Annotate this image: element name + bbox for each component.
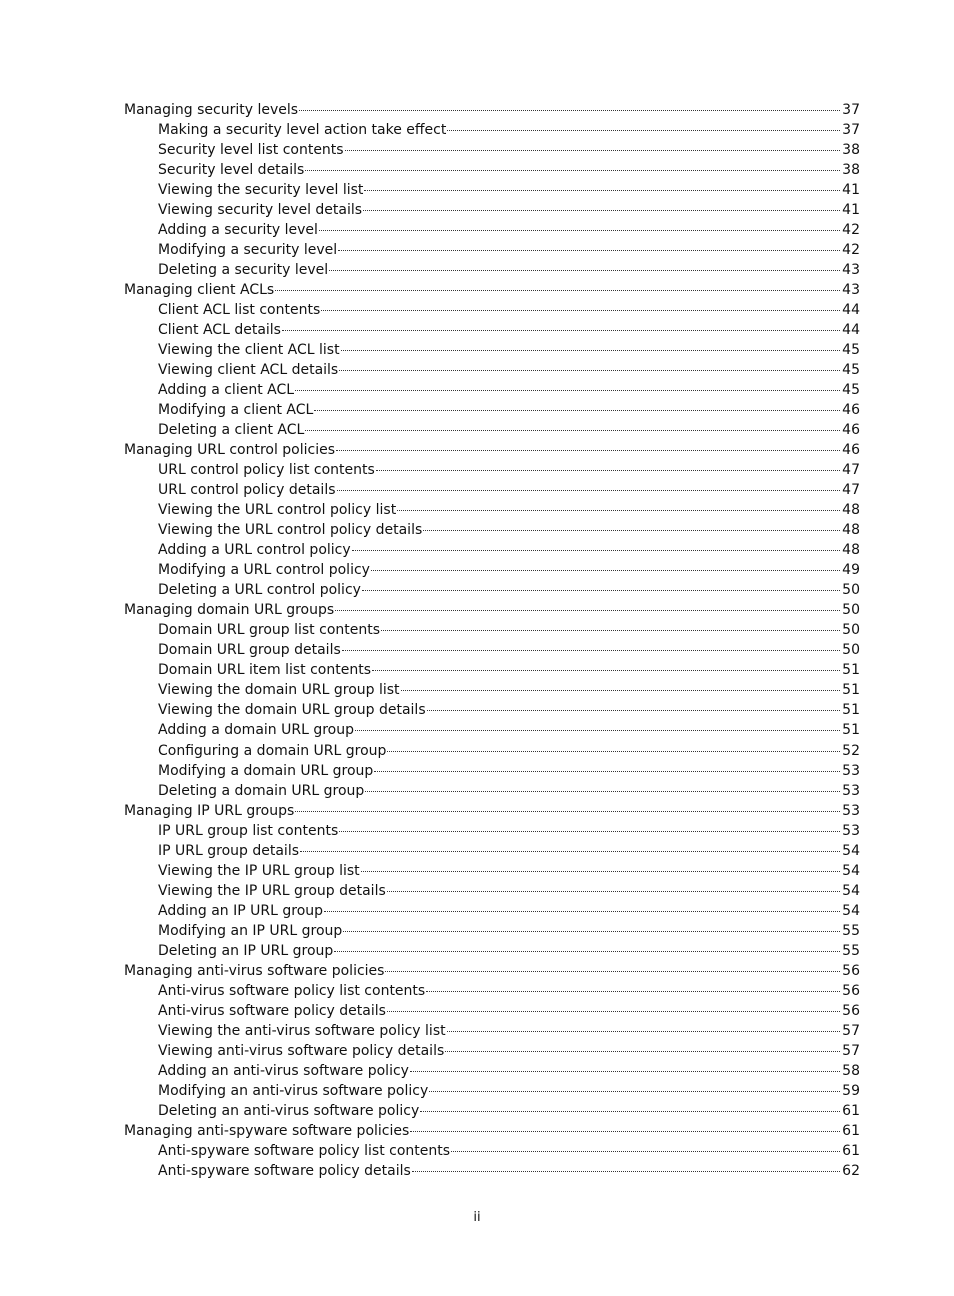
dot-leader xyxy=(426,990,840,992)
toc-entry-page-number: 45 xyxy=(842,382,860,399)
dot-leader xyxy=(401,689,841,691)
toc-subsection-entry[interactable] xyxy=(124,1081,860,1101)
toc-entry-page-number: 50 xyxy=(842,622,860,639)
toc-entry-page-number: 49 xyxy=(842,562,860,579)
toc-subsection-entry[interactable] xyxy=(124,700,860,720)
dot-leader xyxy=(376,469,840,471)
toc-subsection-entry[interactable] xyxy=(124,761,860,781)
toc-entry-page-number: 54 xyxy=(842,842,860,859)
dot-leader xyxy=(372,669,840,671)
dot-leader xyxy=(329,269,840,271)
toc-section-entry[interactable] xyxy=(124,961,860,981)
toc-entry-page-number: 56 xyxy=(842,962,860,979)
toc-subsection-entry[interactable] xyxy=(124,861,860,881)
toc-entry-page-number: 42 xyxy=(842,222,860,239)
toc-entry-page-number: 50 xyxy=(842,642,860,659)
dot-leader xyxy=(371,569,840,571)
toc-subsection-entry[interactable] xyxy=(124,821,860,841)
dot-leader xyxy=(365,790,840,792)
toc-entry-title: Viewing security level details xyxy=(158,202,363,219)
toc-subsection-entry[interactable] xyxy=(124,200,860,220)
dot-leader xyxy=(410,1130,840,1132)
toc-entry-page-number: 45 xyxy=(842,342,860,359)
toc-entry-page-number: 59 xyxy=(842,1082,860,1099)
toc-entry-page-number: 54 xyxy=(842,862,860,879)
toc-subsection-entry[interactable] xyxy=(124,881,860,901)
toc-entry-page-number: 44 xyxy=(842,302,860,319)
toc-subsection-entry[interactable] xyxy=(124,140,860,160)
toc-subsection-entry[interactable] xyxy=(124,160,860,180)
toc-entry-title: Managing domain URL groups xyxy=(124,602,335,619)
toc-entry-page-number: 57 xyxy=(842,1022,860,1039)
dot-leader xyxy=(445,1050,840,1052)
toc-subsection-entry[interactable] xyxy=(124,480,860,500)
dot-leader xyxy=(321,309,840,311)
dot-leader xyxy=(338,249,840,251)
toc-subsection-entry[interactable] xyxy=(124,180,860,200)
dot-leader xyxy=(337,489,841,491)
toc-entry-title: Domain URL group list contents xyxy=(158,622,381,639)
toc-entry-title: Adding an anti-virus software policy xyxy=(158,1062,409,1079)
toc-entry-title: Adding an IP URL group xyxy=(158,902,324,919)
toc-entry-title: Modifying an IP URL group xyxy=(158,922,343,939)
toc-entry-title: Modifying an anti-virus software policy xyxy=(158,1082,429,1099)
toc-entry-page-number: 53 xyxy=(842,822,860,839)
toc-entry-title: Viewing the URL control policy list xyxy=(158,502,397,519)
toc-subsection-entry[interactable] xyxy=(124,360,860,380)
toc-entry-title: Modifying a client ACL xyxy=(158,402,314,419)
dot-leader xyxy=(381,629,840,631)
dot-leader xyxy=(335,609,840,611)
toc-subsection-entry[interactable] xyxy=(124,1061,860,1081)
table-of-contents xyxy=(124,100,860,1181)
toc-subsection-entry[interactable] xyxy=(124,640,860,660)
toc-entry-page-number: 61 xyxy=(842,1102,860,1119)
dot-leader xyxy=(299,109,840,111)
toc-entry-page-number: 51 xyxy=(842,702,860,719)
dot-leader xyxy=(319,229,840,231)
toc-entry-title: Modifying a URL control policy xyxy=(158,562,370,579)
dot-leader xyxy=(429,1090,840,1092)
toc-entry-page-number: 56 xyxy=(842,1002,860,1019)
toc-section-entry[interactable] xyxy=(124,280,860,300)
dot-leader xyxy=(361,870,841,872)
toc-subsection-entry[interactable] xyxy=(124,340,860,360)
dot-leader xyxy=(342,649,840,651)
toc-entry-title: Adding a domain URL group xyxy=(158,722,354,739)
toc-entry-title: IP URL group list contents xyxy=(158,822,339,839)
toc-entry-title: Adding a security level xyxy=(158,222,318,239)
dot-leader xyxy=(295,810,840,812)
toc-entry-page-number: 61 xyxy=(842,1142,860,1159)
toc-entry-title: Modifying a domain URL group xyxy=(158,762,374,779)
toc-entry-title: Managing client ACLs xyxy=(124,282,275,299)
toc-entry-page-number: 54 xyxy=(842,902,860,919)
toc-entry-title: Anti-spyware software policy details xyxy=(158,1162,411,1179)
toc-entry-page-number: 37 xyxy=(842,122,860,139)
toc-entry-page-number: 46 xyxy=(842,442,860,459)
dot-leader xyxy=(305,169,840,171)
toc-subsection-entry[interactable] xyxy=(124,1161,860,1181)
dot-leader xyxy=(397,509,840,511)
toc-entry-title: Client ACL list contents xyxy=(158,302,321,319)
toc-subsection-entry[interactable] xyxy=(124,320,860,340)
toc-entry-title: Managing security levels xyxy=(124,102,299,118)
toc-entry-title: Anti-virus software policy details xyxy=(158,1002,386,1019)
toc-entry-title: Managing IP URL groups xyxy=(124,802,295,819)
toc-subsection-entry[interactable] xyxy=(124,781,860,801)
toc-subsection-entry[interactable] xyxy=(124,540,860,560)
toc-subsection-entry[interactable] xyxy=(124,921,860,941)
toc-subsection-entry[interactable] xyxy=(124,560,860,580)
toc-subsection-entry[interactable] xyxy=(124,1141,860,1161)
dot-leader xyxy=(334,950,840,952)
toc-entry-title: Modifying a security level xyxy=(158,242,338,259)
toc-subsection-entry[interactable] xyxy=(124,680,860,700)
toc-entry-page-number: 51 xyxy=(842,722,860,739)
toc-entry-title: IP URL group details xyxy=(158,842,299,859)
toc-entry-page-number: 41 xyxy=(842,182,860,199)
toc-entry-title: Deleting a client ACL xyxy=(158,422,305,439)
dot-leader xyxy=(295,389,840,391)
toc-entry-page-number: 50 xyxy=(842,602,860,619)
toc-entry-page-number: 53 xyxy=(842,782,860,799)
toc-entry-page-number: 51 xyxy=(842,662,860,679)
toc-entry-title: Viewing the IP URL group list xyxy=(158,862,360,879)
toc-entry-page-number: 52 xyxy=(842,742,860,759)
toc-entry-page-number: 53 xyxy=(842,762,860,779)
toc-entry-page-number: 56 xyxy=(842,982,860,999)
toc-section-entry[interactable] xyxy=(124,801,860,821)
dot-leader xyxy=(355,729,840,731)
toc-subsection-entry[interactable] xyxy=(124,1001,860,1021)
toc-entry-page-number: 58 xyxy=(842,1062,860,1079)
dot-leader xyxy=(352,549,841,551)
toc-entry-page-number: 48 xyxy=(842,502,860,519)
toc-subsection-entry[interactable] xyxy=(124,901,860,921)
toc-subsection-entry[interactable] xyxy=(124,420,860,440)
dot-leader xyxy=(387,890,840,892)
toc-subsection-entry[interactable] xyxy=(124,660,860,680)
toc-entry-page-number: 38 xyxy=(842,162,860,179)
toc-subsection-entry[interactable] xyxy=(124,941,860,961)
toc-entry-title: Viewing the security level list xyxy=(158,182,364,199)
dot-leader xyxy=(343,930,840,932)
toc-section-entry[interactable] xyxy=(124,440,860,460)
toc-subsection-entry[interactable] xyxy=(124,520,860,540)
dot-leader xyxy=(275,289,840,291)
dot-leader xyxy=(362,589,840,591)
dot-leader xyxy=(305,429,840,431)
toc-entry-title: Viewing the anti-virus software policy list xyxy=(158,1022,446,1039)
toc-entry-title: Domain URL item list contents xyxy=(158,662,371,679)
dot-leader xyxy=(345,149,841,151)
toc-entry-title: Viewing the client ACL list xyxy=(158,342,340,359)
toc-entry-title: Security level list contents xyxy=(158,142,344,159)
toc-entry-page-number: 43 xyxy=(842,262,860,279)
toc-entry-title: Deleting a security level xyxy=(158,262,329,279)
dot-leader xyxy=(374,770,840,772)
toc-entry-page-number: 46 xyxy=(842,422,860,439)
toc-entry-title: Deleting an IP URL group xyxy=(158,942,334,959)
toc-subsection-entry[interactable] xyxy=(124,1021,860,1041)
toc-entry-title: URL control policy list contents xyxy=(158,462,375,479)
dot-leader xyxy=(387,750,840,752)
toc-entry-page-number: 42 xyxy=(842,242,860,259)
toc-entry-title: Viewing the domain URL group list xyxy=(158,682,400,699)
toc-entry-page-number: 48 xyxy=(842,542,860,559)
toc-entry-title: Managing anti-spyware software policies xyxy=(124,1122,410,1139)
toc-entry-title: Deleting a URL control policy xyxy=(158,582,361,599)
toc-subsection-entry[interactable] xyxy=(124,981,860,1001)
toc-subsection-entry[interactable] xyxy=(124,260,860,280)
dot-leader xyxy=(336,449,840,451)
toc-entry-title: Viewing anti-virus software policy details xyxy=(158,1042,445,1059)
toc-entry-title: Security level details xyxy=(158,162,305,179)
dot-leader xyxy=(427,709,841,711)
toc-entry-title: Managing anti-virus software policies xyxy=(124,962,385,979)
toc-entry-page-number: 41 xyxy=(842,202,860,219)
dot-leader xyxy=(451,1150,840,1152)
dot-leader xyxy=(410,1070,840,1072)
dot-leader xyxy=(387,1010,840,1012)
toc-entry-title: Viewing the domain URL group details xyxy=(158,702,426,719)
dot-leader xyxy=(447,1030,841,1032)
toc-subsection-entry[interactable] xyxy=(124,1041,860,1061)
page-number: ii xyxy=(473,1210,481,1225)
toc-subsection-entry[interactable] xyxy=(124,400,860,420)
dot-leader xyxy=(420,1110,840,1112)
toc-entry-page-number: 45 xyxy=(842,362,860,379)
toc-entry-title: URL control policy details xyxy=(158,482,336,499)
toc-entry-page-number: 55 xyxy=(842,942,860,959)
toc-entry-title: Making a security level action take effect xyxy=(158,122,447,139)
toc-entry-title: Viewing the URL control policy details xyxy=(158,522,423,539)
toc-entry-title: Domain URL group details xyxy=(158,642,341,659)
toc-entry-title: Adding a URL control policy xyxy=(158,542,351,559)
toc-entry-title: Viewing the IP URL group details xyxy=(158,882,386,899)
toc-section-entry[interactable] xyxy=(124,600,860,620)
toc-entry-page-number: 46 xyxy=(842,402,860,419)
toc-subsection-entry[interactable] xyxy=(124,741,860,761)
dot-leader xyxy=(282,329,840,331)
toc-subsection-entry[interactable] xyxy=(124,120,860,140)
dot-leader xyxy=(300,850,840,852)
toc-subsection-entry[interactable] xyxy=(124,380,860,400)
toc-section-entry[interactable] xyxy=(124,100,860,120)
toc-subsection-entry[interactable] xyxy=(124,500,860,520)
dot-leader xyxy=(364,189,840,191)
toc-entry-page-number: 55 xyxy=(842,922,860,939)
toc-entry-page-number: 50 xyxy=(842,582,860,599)
dot-leader xyxy=(339,369,840,371)
toc-entry-page-number: 47 xyxy=(842,462,860,479)
dot-leader xyxy=(341,349,841,351)
toc-entry-title: Viewing client ACL details xyxy=(158,362,339,379)
toc-entry-page-number: 44 xyxy=(842,322,860,339)
toc-entry-page-number: 37 xyxy=(842,102,860,118)
toc-entry-page-number: 53 xyxy=(842,802,860,819)
toc-subsection-entry[interactable] xyxy=(124,220,860,240)
toc-entry-title: Managing URL control policies xyxy=(124,442,336,459)
dot-leader xyxy=(412,1170,840,1172)
toc-subsection-entry[interactable] xyxy=(124,300,860,320)
toc-entry-page-number: 38 xyxy=(842,142,860,159)
toc-entry-title: Configuring a domain URL group xyxy=(158,742,387,759)
toc-entry-page-number: 51 xyxy=(842,682,860,699)
toc-section-entry[interactable] xyxy=(124,1121,860,1141)
dot-leader xyxy=(314,409,840,411)
toc-subsection-entry[interactable] xyxy=(124,460,860,480)
toc-entry-title: Deleting an anti-virus software policy xyxy=(158,1102,420,1119)
toc-entry-title: Adding a client ACL xyxy=(158,382,295,399)
dot-leader xyxy=(447,129,840,131)
toc-entry-page-number: 43 xyxy=(842,282,860,299)
dot-leader xyxy=(423,529,840,531)
toc-entry-title: Client ACL details xyxy=(158,322,281,339)
toc-entry-page-number: 54 xyxy=(842,882,860,899)
toc-entry-page-number: 61 xyxy=(842,1122,860,1139)
toc-entry-page-number: 48 xyxy=(842,522,860,539)
toc-entry-page-number: 62 xyxy=(842,1162,860,1179)
toc-entry-page-number: 47 xyxy=(842,482,860,499)
toc-subsection-entry[interactable] xyxy=(124,620,860,640)
toc-entry-title: Anti-virus software policy list contents xyxy=(158,982,426,999)
toc-subsection-entry[interactable] xyxy=(124,580,860,600)
toc-subsection-entry[interactable] xyxy=(124,1101,860,1121)
dot-leader xyxy=(363,209,840,211)
dot-leader xyxy=(339,830,840,832)
toc-subsection-entry[interactable] xyxy=(124,720,860,740)
toc-subsection-entry[interactable] xyxy=(124,240,860,260)
toc-entry-title: Deleting a domain URL group xyxy=(158,782,365,799)
toc-entry-title: Anti-spyware software policy list contents xyxy=(158,1142,451,1159)
dot-leader xyxy=(324,910,840,912)
toc-subsection-entry[interactable] xyxy=(124,841,860,861)
dot-leader xyxy=(385,970,840,972)
toc-entry-page-number: 57 xyxy=(842,1042,860,1059)
